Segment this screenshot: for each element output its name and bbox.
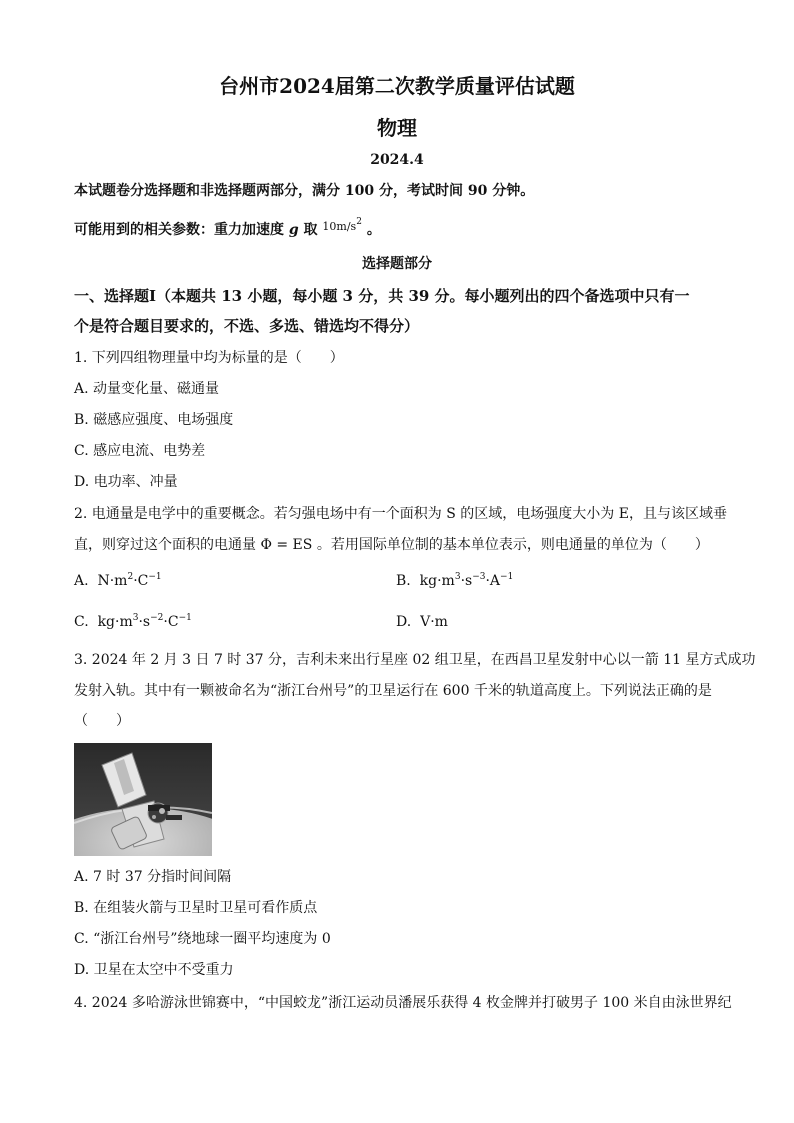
intro-g-symbol: g — [288, 222, 299, 238]
exam-title: 台州市2024届第二次教学质量评估试题 — [219, 74, 575, 98]
q1-option-d: D. 电功率、冲量 — [74, 474, 178, 490]
intro-g-value: 10m/s2 — [322, 217, 362, 233]
q3-stem-3: （ ） — [74, 713, 130, 729]
satellite-photo — [74, 743, 212, 856]
part1-instructions-2: 个是符合题目要求的，不选、多选、错选均不得分） — [74, 317, 420, 335]
q3-option-c: C. “浙江台州号”绕地球一圈平均速度为 0 — [74, 931, 331, 947]
q3-option-a: A. 7 时 37 分指时间间隔 — [74, 869, 232, 885]
intro-params-prefix: 可能用到的相关参数：重力加速度 — [74, 222, 284, 238]
q1-option-c: C. 感应电流、电势差 — [74, 443, 206, 459]
intro-params-end: 。 — [366, 222, 381, 238]
q1-option-a: A. 动量变化量、磁通量 — [74, 381, 220, 397]
q1-stem: 1. 下列四组物理量中均为标量的是（ ） — [74, 350, 344, 366]
q3-stem-2: 发射入轨。其中有一颗被命名为“浙江台州号”的卫星运行在 600 千米的轨道高度上。下列说法正确的是 — [74, 683, 712, 699]
q2-option-d: D. V·m — [396, 614, 448, 630]
q4-stem-1: 4. 2024 多哈游泳世锦赛中，“中国蛟龙”浙江运动员潘展乐获得 4 枚金牌并打破男子 100 米自由泳世界纪 — [74, 995, 732, 1011]
intro-params-mid: 取 — [303, 222, 318, 238]
exam-date: 2024.4 — [370, 152, 424, 168]
intro-line-1: 本试题卷分选择题和非选择题两部分，满分 100 分，考试时间 90 分钟。 — [74, 183, 535, 199]
q1-option-b: B. 磁感应强度、电场强度 — [74, 412, 234, 428]
q2-stem-2: 直，则穿过这个面积的电通量 Φ = ES 。若用国际单位制的基本单位表示，则电通量的单位为（ ） — [74, 537, 709, 553]
q3-option-d: D. 卫星在太空中不受重力 — [74, 962, 234, 978]
intro-line-2 — [74, 217, 381, 240]
q2-option-a: A. $N\cdot m^2\cdot C^{-1}$ — [74, 572, 162, 589]
q3-stem-1: 3. 2024 年 2 月 3 日 7 时 37 分，吉利未来出行星座 02 组卫星，在西昌卫星发射中心以一箭 11 星方式成功 — [74, 652, 756, 668]
part1-instructions-1: 一、选择题Ⅰ（本题共 13 小题，每小题 3 分，共 39 分。每小题列出的四个备选项中只有一 — [74, 287, 690, 305]
q2-stem-1: 2. 电通量是电学中的重要概念。若匀强电场中有一个面积为 S 的区域，电场强度大小为 E，且与该区域垂 — [74, 506, 727, 522]
q2-option-b: B. $kg\cdot m^3\cdot s^{-3}\cdot A^{-1}$ — [396, 572, 514, 589]
exam-subject: 物理 — [377, 116, 417, 140]
satellite-illustration — [74, 743, 212, 856]
q2-option-c: C. $kg\cdot m^3\cdot s^{-2}\cdot C^{-1}$ — [74, 613, 192, 630]
section-heading: 选择题部分 — [362, 256, 432, 272]
q3-option-b: B. 在组装火箭与卫星时卫星可看作质点 — [74, 900, 318, 916]
